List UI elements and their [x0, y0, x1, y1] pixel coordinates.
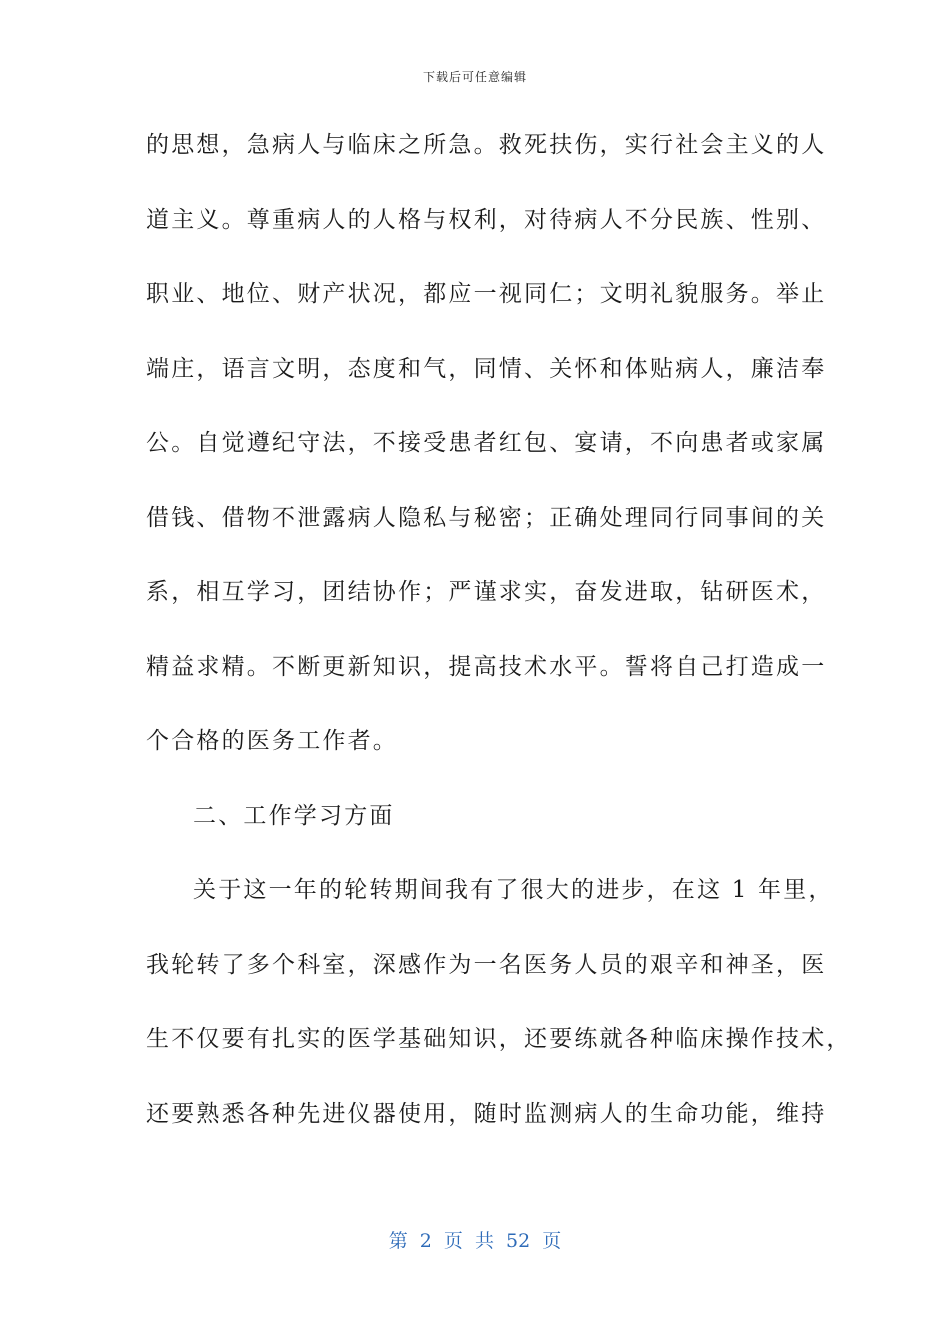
body-line: 职业、地位、财产状况，都应一视同仁；文明礼貌服务。举止 [146, 281, 827, 307]
document-body [146, 122, 852, 1165]
body-line: 借钱、借物不泄露病人隐私与秘密；正确处理同行同事间的关 [146, 504, 827, 531]
body-line: 精益求精。不断更新知识，提高技术水平。誓将自己打造成一 [146, 653, 827, 680]
body-line: 的思想，急病人与临床之所急。救死扶伤，实行社会主义的人 [146, 132, 827, 158]
paragraph-first-line: 关于这一年的轮转期间我有了很大的进步，在这 1 年里， [193, 877, 834, 903]
body-line: 端庄，语言文明，态度和气，同情、关怀和体贴病人，廉洁奉 [146, 355, 827, 382]
body-line: 公。自觉遵纪守法，不接受患者红包、宴请，不向患者或家属 [146, 430, 827, 456]
body-line: 我轮转了多个科室，深感作为一名医务人员的艰辛和神圣，医 [146, 951, 827, 978]
body-line: 还要熟悉各种先进仪器使用，随时监测病人的生命功能，维持 [146, 1100, 827, 1127]
page-header: 下载后可任意编辑 [422, 70, 527, 84]
body-line: 系，相互学习，团结协作；严谨求实，奋发进取，钻研医术， [146, 579, 827, 605]
section-heading: 二、工作学习方面 [193, 802, 395, 829]
body-line: 个合格的医务工作者。 [146, 728, 398, 754]
page-number-footer: 第 2 页 共 52 页 [388, 1230, 562, 1252]
body-line: 生不仅要有扎实的医学基础知识，还要练就各种临床操作技术， [146, 1026, 852, 1052]
body-line: 道主义。尊重病人的人格与权利，对待病人不分民族、性别、 [146, 206, 827, 233]
